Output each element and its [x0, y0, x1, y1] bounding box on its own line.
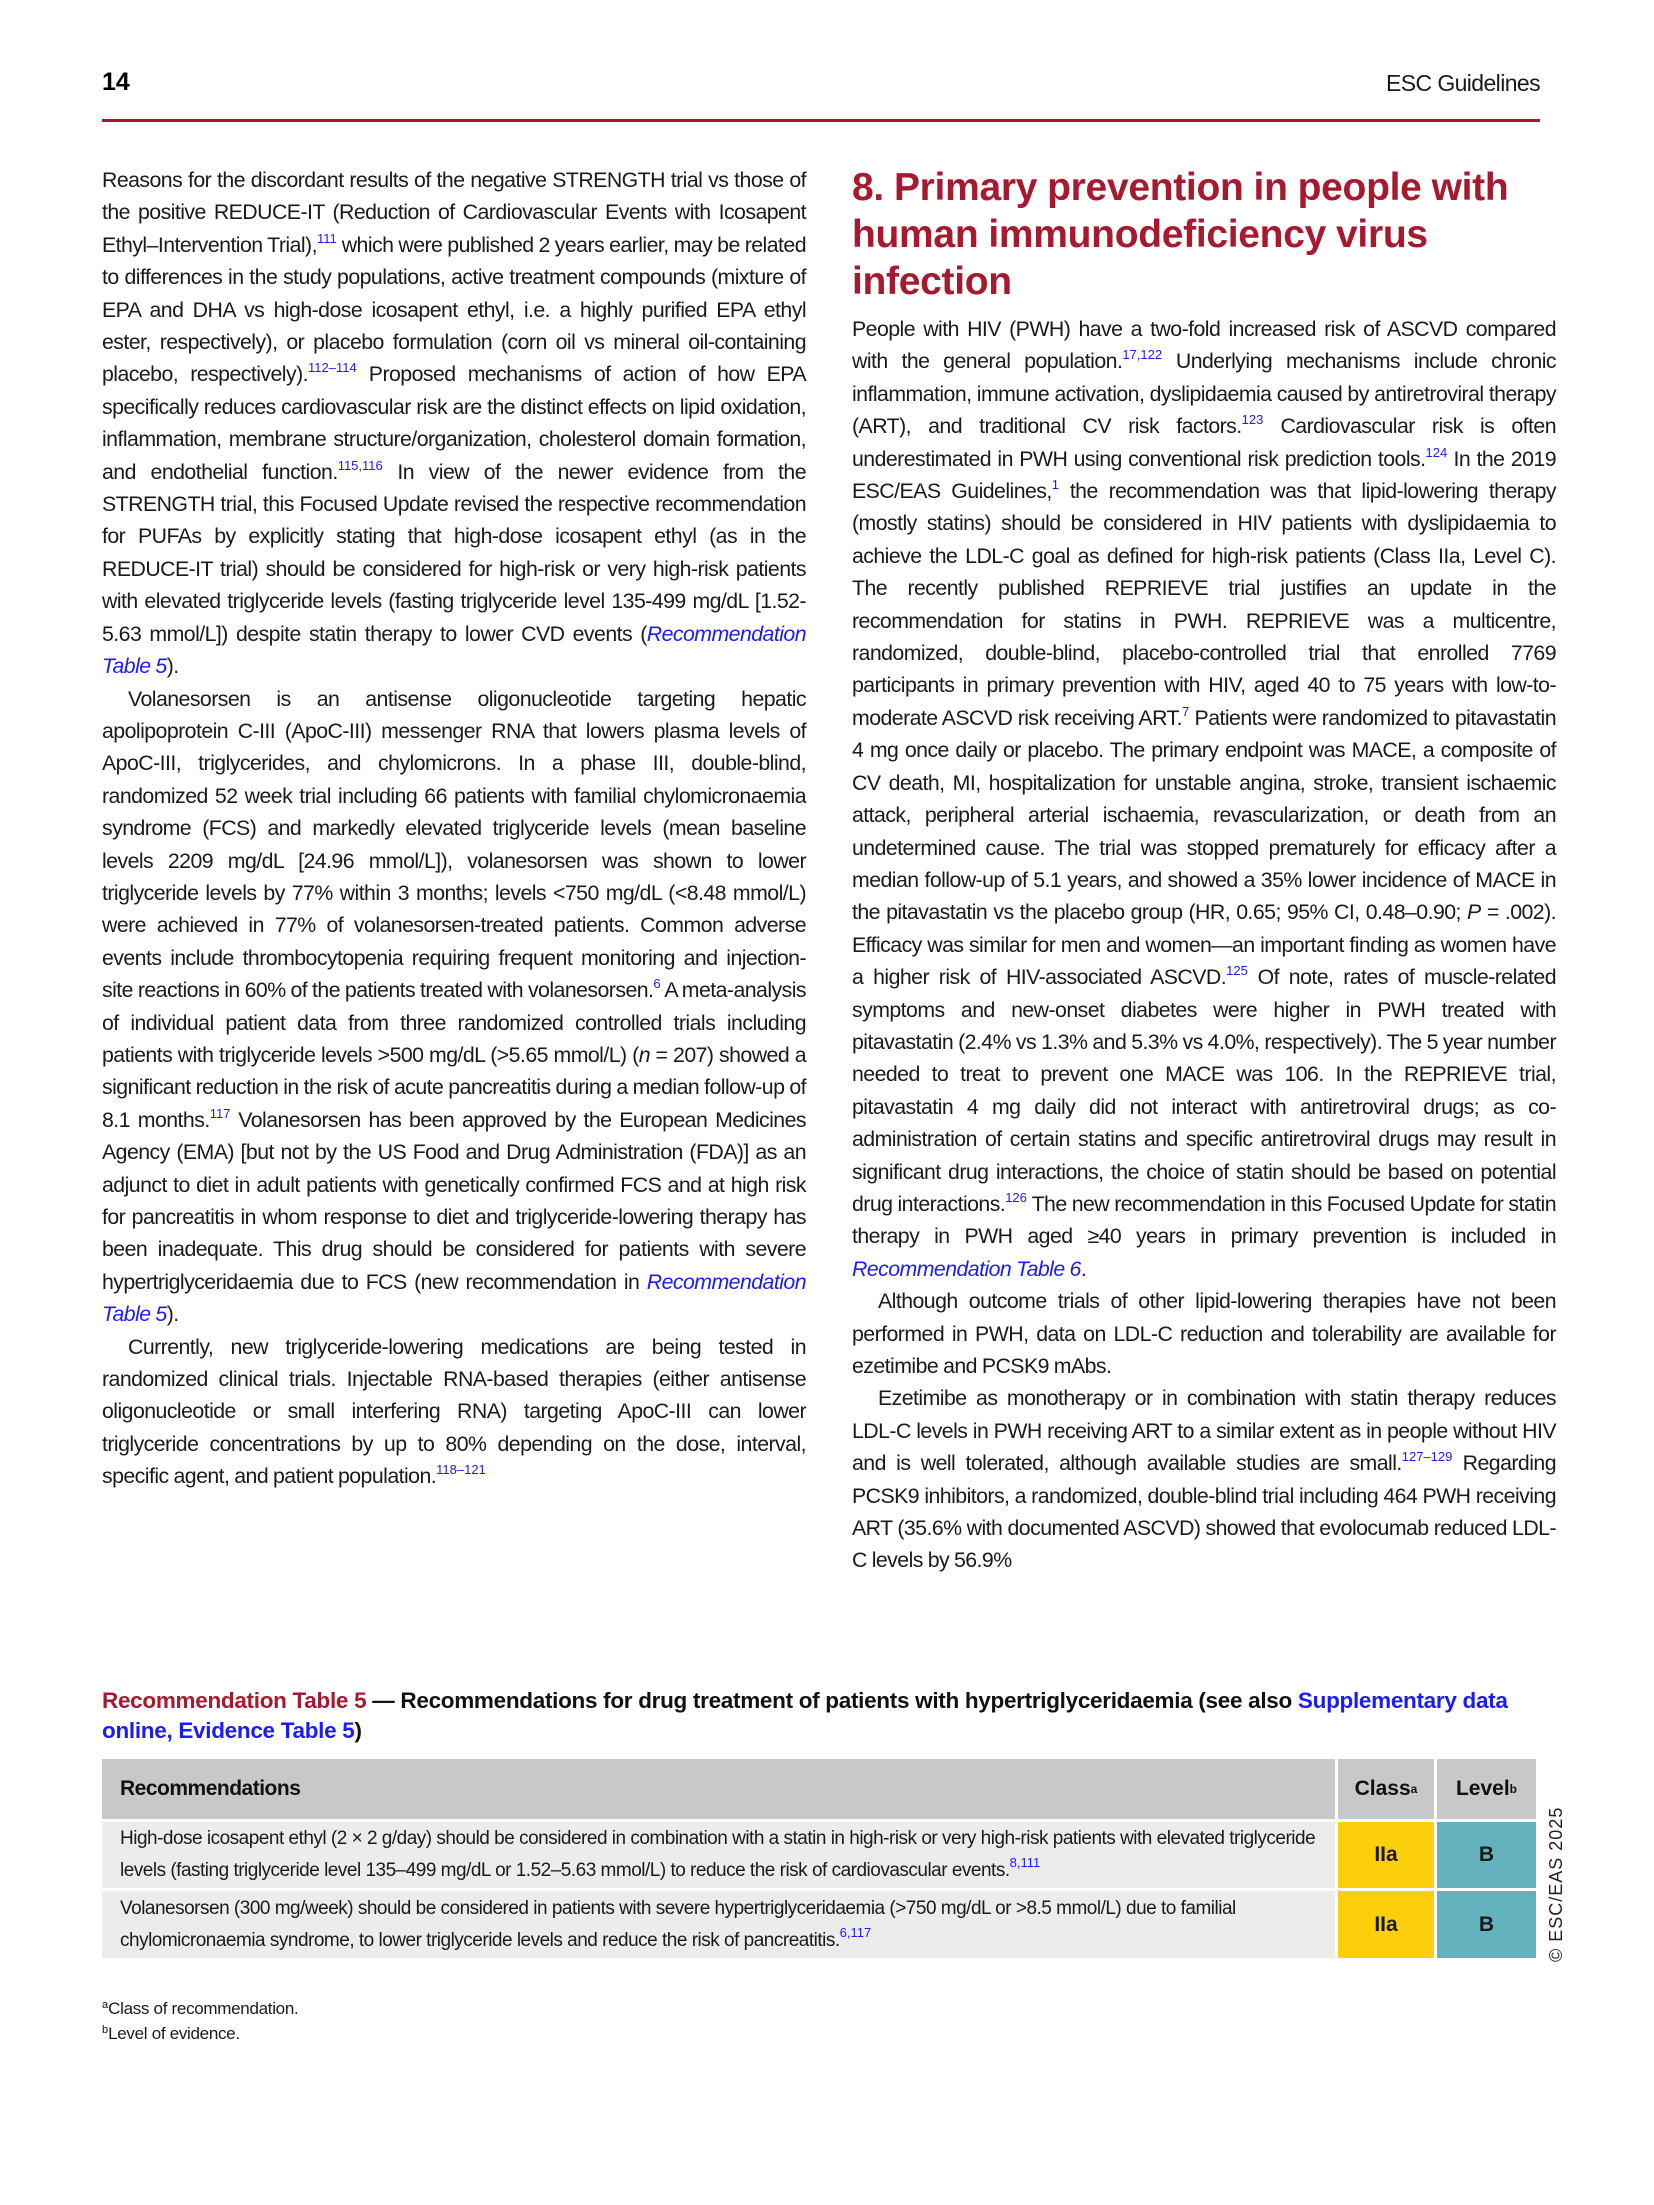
supplementary-data-link[interactable]: Supplementary data online, Evidence Table 5 [102, 1688, 1508, 1743]
right-column [852, 164, 1556, 1577]
section-title: 8. Primary prevention in people with human immunodeficiency virus infection [852, 166, 1509, 303]
footnote-text: Level of evidence. [108, 2024, 240, 2043]
text-run: Underlying mechanisms include chronic inflammation, immune activation, dyslipidaemia caused by antiretroviral therapy (ART), and traditional CV risk factors. [852, 349, 1556, 439]
header-recommendations-label: Recommendations [120, 1777, 301, 1800]
italic-symbol: n [638, 1042, 650, 1067]
copyright-notice: © ESC/EAS 2025 [1546, 1806, 1566, 1962]
text-run: Patients were randomized to pitavastatin 4 mg once daily or placebo. The primary endpoint was MACE, a composite of CV death, MI, hospitalization for unstable angina, stroke, transient ischaemic attack, peripheral arterial ischaemia, revascularization, or death from an undetermined cause. The trial was stopped prematurely for efficacy after a median follow-up of 5.1 years, and showed a 35% lower incidence of MACE in the pitavastatin vs the placebo group (HR, 0.65; 95% CI, 0.48–0.90; [852, 705, 1557, 925]
text-run: Volanesorsen is an antisense oligonucleotide targeting hepatic apolipoprotein C-III (ApoC-III) messenger RNA that lowers plasma levels of ApoC-III, triglycerides, and chylomicrons. In a phase III, double-blind, randomized 52 week trial including 66 patients with familial chylomicronaemia syndrome (FCS) and markedly elevated triglyceride levels (mean baseline levels 2209 mg/dL [24.96 mmol/L]), volanesorsen was shown to lower triglyceride levels by 77% within 3 months; levels <750 mg/dL (<8.48 mmol/L) were achieved in 77% of volanesorsen-treated patients. Common adverse events include thrombocytopenia requiring frequent monitoring and injection-site reactions in 60% of the patients treated with volanesorsen. [102, 686, 806, 1003]
table-row [102, 1891, 1536, 1958]
table-caption-end: ) [354, 1718, 362, 1743]
text-run: ). [166, 1302, 179, 1327]
text-run: Regarding PCSK9 inhibitors, a randomized, double-blind trial including 464 PWH receiving ART (35.6% with documented ASCVD) showed that evolocumab reduced LDL-C levels by 56.9% [852, 1451, 1556, 1573]
level-badge: B [1437, 1891, 1536, 1958]
header-rule [102, 119, 1540, 122]
cross-reference-link[interactable]: Recommendation Table 6 [852, 1256, 1081, 1281]
footnote-mark: a [102, 1999, 109, 2011]
header-recommendations [102, 1759, 1335, 1819]
citation-reference[interactable]: 7 [1181, 703, 1190, 719]
text-run: Proposed mechanisms of action of how EPA specifically reduces cardiovascular risk are the distinct effects on lipid oxidation, inflammation, membrane structure/organization, cholesterol domain formation, and endothelial function. [102, 362, 806, 484]
table-caption-label: Recommendation Table 5 [102, 1688, 367, 1713]
level-badge: B [1437, 1822, 1536, 1888]
text-run: Although outcome trials of other lipid-lowering therapies have not been performed in PWH, data on LDL-C reduction and tolerability are available for ezetimibe and PCSK9 mAbs. [852, 1289, 1556, 1378]
table-caption-dash: — [366, 1688, 401, 1713]
reference-link[interactable]: 8,111 [1009, 1855, 1041, 1870]
citation-reference[interactable]: 123 [1241, 412, 1264, 428]
header-level-label: Level [1455, 1777, 1510, 1800]
table-caption-text: Recommendations for drug treatment of patients with hypertriglyceridaemia (see also [400, 1688, 1298, 1713]
text-run: the recommendation was that lipid-lowering therapy (mostly statins) should be considered in HIV patients with dyslipidaemia to achieve the LDL-C goal as defined for high-risk patients (Class IIa, Level C). The recently published REPRIEVE trial justifies an update in the recommendation for statins in PWH. REPRIEVE was a multicentre, randomized, double-blind, placebo-controlled trial that enrolled 7769 participants in primary prevention with HIV, aged 40 to 75 years with low-to-moderate ASCVD risk receiving ART. [852, 479, 1557, 730]
table-row [102, 1822, 1536, 1888]
class-badge: IIa [1338, 1891, 1434, 1958]
citation-reference[interactable]: 112–114 [308, 360, 357, 376]
citation-reference[interactable]: 111 [316, 230, 337, 246]
footnote-text: Class of recommendation. [108, 1999, 299, 2018]
body-paragraph [852, 1382, 1556, 1576]
italic-symbol: P [1467, 900, 1481, 925]
cross-reference-link[interactable]: Recommendation Table 5 [102, 621, 806, 679]
text-run: Cardiovascular risk is often underestimated in PWH using conventional risk prediction tools. [852, 414, 1556, 471]
header-level: Level b [1437, 1759, 1536, 1819]
table-header-row [102, 1759, 1536, 1819]
text-run: The new recommendation in this Focused Update for statin therapy in PWH aged ≥40 years in primary prevention is included in [852, 1191, 1557, 1249]
running-head: ESC Guidelines [1386, 70, 1540, 96]
text-run: People with HIV (PWH) have a two-fold increased risk of ASCVD compared with the general population. [852, 317, 1556, 374]
body-paragraph [102, 1331, 806, 1493]
header-class-label: Class [1354, 1777, 1411, 1800]
text-run: A meta-analysis of individual patient data from three randomized controlled trials including patients with triglyceride levels >500 mg/dL (>5.65 mmol/L) ( [102, 978, 806, 1067]
recommendation-text [102, 1822, 1335, 1888]
citation-reference[interactable]: 117 [209, 1105, 231, 1121]
citation-reference[interactable]: 6 [653, 976, 661, 992]
text-run: = 207) showed a significant reduction in the risk of acute pancreatitis during a median follow-up of 8.1 months. [102, 1042, 806, 1132]
body-paragraph [102, 164, 806, 683]
page-number: 14 [102, 68, 130, 96]
citation-reference[interactable]: 1 [1051, 477, 1060, 493]
text-run: which were published 2 years earlier, may be related to differences in the study populations, active treatment compounds (mixture of EPA and DHA vs high-dose icosapent ethyl, i.e. a highly purified EPA ethyl ester, respectively), or placebo formulation (corn oil vs mineral oil-containing placebo, respectively). [102, 232, 806, 387]
reference-link[interactable]: 6,117 [839, 1924, 872, 1940]
text-run: Reasons for the discordant results of the negative STRENGTH trial vs those of the positive REDUCE-IT (Reduction of Cardiovascular Events with Icosapent Ethyl–Intervention Trial), [102, 168, 806, 257]
text-run: Ezetimibe as monotherapy or in combination with statin therapy reduces LDL-C levels in PWH receiving ART to a similar extent as in people without HIV and is well tolerated, although available studies are small. [852, 1386, 1556, 1476]
recommendation-text [102, 1891, 1335, 1958]
recommendation-text-body: High-dose icosapent ethyl (2 × 2 g/day) should be considered in combination with a statin in high-risk or very high-risk patients with elevated triglyceride levels (fasting triglyceride level 135–499 mg/dL or 1.52–5.63 mmol/L) to reduce the risk of cardiovascular events. [120, 1828, 1316, 1881]
text-run: = .002). Efficacy was similar for men and women—an important finding as women have a higher risk of HIV-associated ASCVD. [852, 900, 1556, 990]
table-caption [102, 1686, 1542, 1746]
citation-reference[interactable]: 127–129 [1401, 1449, 1453, 1465]
header-class: Class a [1338, 1759, 1434, 1819]
citation-reference[interactable]: 124 [1425, 444, 1448, 460]
text-run: Currently, new triglyceride-lowering medications are being tested in randomized clinical trials. Injectable RNA-based therapies (either antisense oligonucleotide or small interfering RNA) targeting ApoC-III can lower triglyceride concentrations by up to 80% depending on the dose, interval, specific agent, and patient population. [102, 1334, 806, 1489]
footnote-level [102, 2024, 240, 2044]
text-run: . [1080, 1256, 1087, 1281]
body-paragraph [852, 1285, 1556, 1382]
text-run: ). [166, 654, 179, 679]
footnote-mark: b [102, 2024, 109, 2036]
right-column-body [852, 313, 1556, 1577]
cross-reference-link[interactable]: Recommendation Table 5 [102, 1269, 806, 1327]
citation-reference[interactable]: 115,116 [337, 457, 383, 473]
text-run: In view of the newer evidence from the STRENGTH trial, this Focused Update revised the respective recommendation for PUFAs by explicitly stating that high-dose icosapent ethyl (as in the REDUCE-IT trial) should be considered for high-risk or very high-risk patients with elevated triglyceride levels (fasting triglyceride level 135-499 mg/dL [1.52-5.63 mmol/L]) despite statin therapy to lower CVD events ( [102, 459, 806, 646]
citation-reference[interactable]: 125 [1226, 963, 1248, 979]
body-paragraph [102, 683, 806, 1331]
footnote-class [102, 1999, 298, 2019]
body-paragraph [852, 313, 1556, 1285]
text-run: Of note, rates of muscle-related symptoms and new-onset diabetes were higher in PWH treated with pitavastatin (2.4% vs 1.3% and 5.3% vs 4.0%, respectively). The 5 year number needed to treat to prevent one MACE was 106. In the REPRIEVE trial, pitavastatin 4 mg daily did not interact with antiretroviral drugs; as co-administration of certain statins and specific antiretroviral drugs may result in significant drug interactions, the choice of statin should be based on potential drug interactions. [852, 965, 1557, 1216]
citation-reference[interactable]: 118–121 [436, 1462, 486, 1478]
citation-reference[interactable]: 17,122 [1122, 347, 1163, 363]
text-run: Volanesorsen has been approved by the European Medicines Agency (EMA) [but not by the US Food and Drug Administration (FDA)] as an adjunct to diet in adult patients with genetically confirmed FCS and at high risk for pancreatitis in whom response to diet and triglyceride-lowering therapy has been inadequate. This drug should be considered for patients with severe hypertriglyceridaemia due to FCS (new recommendation in [102, 1107, 806, 1294]
left-column [102, 164, 806, 1493]
text-run: In the 2019 ESC/EAS Guidelines, [852, 446, 1556, 504]
recommendation-text-body: Volanesorsen (300 mg/week) should be considered in patients with severe hypertriglyceridaemia (>750 mg/dL or >8.5 mmol/L) due to familial chylomicronaemia syndrome, to lower triglyceride levels and reduce the risk of pancreatitis. [120, 1897, 1236, 1951]
class-badge: IIa [1338, 1822, 1434, 1888]
citation-reference[interactable]: 126 [1005, 1189, 1027, 1205]
